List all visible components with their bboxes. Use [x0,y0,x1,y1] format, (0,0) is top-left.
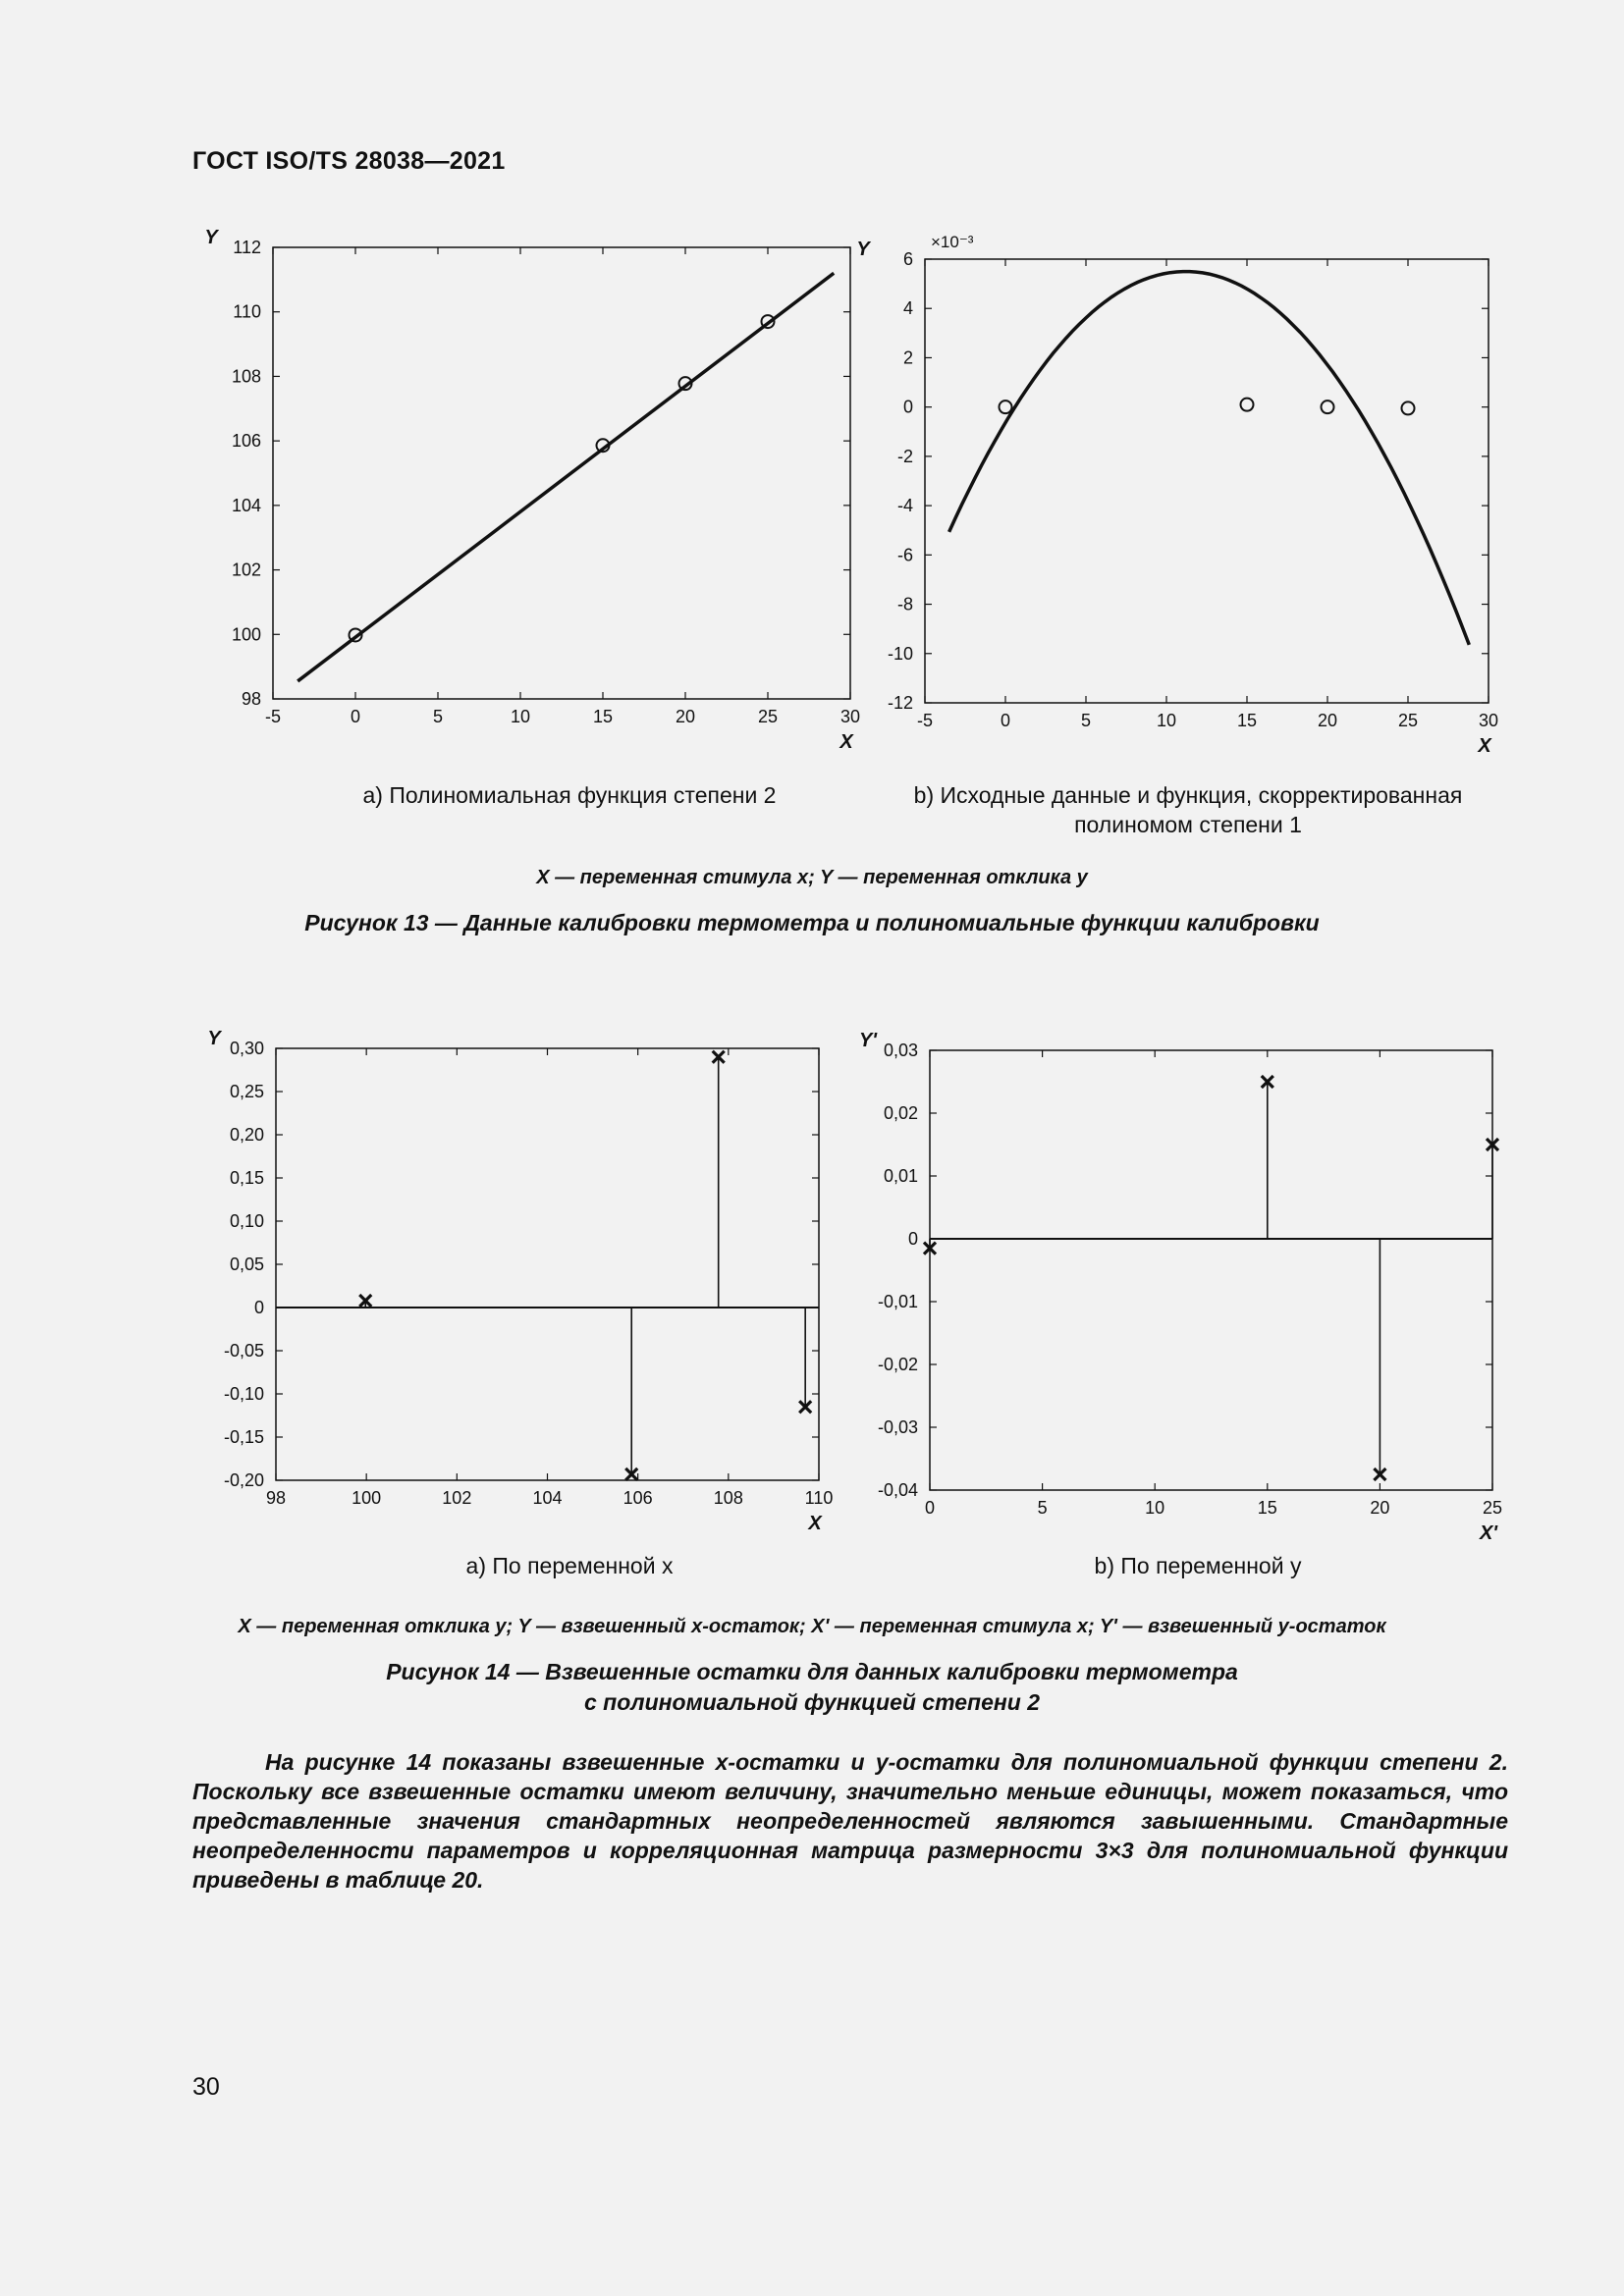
chart-fig13a [192,226,870,775]
y-axis-label: Y [856,239,870,260]
y-tick-label: 2 [902,347,913,368]
y-tick-label: 0,30 [229,1039,264,1058]
y-tick-label: 0,01 [883,1166,918,1186]
fig14-title-line1: Рисунок 14 — Взвешенные остатки для данных калибровки термометра [386,1659,1238,1684]
x-axis-label: X' [1479,1522,1498,1544]
plot-frame [930,1050,1492,1490]
x-tick-label: 5 [432,707,444,726]
x-tick-label: 108 [713,1488,743,1508]
x-tick-label: 25 [757,707,779,726]
y-axis-label: Y [204,227,218,248]
y-tick-label: 0,20 [229,1125,264,1145]
fig14-key: X — переменная отклика y; Y — взвешенный x-остаток; X' — переменная стимула x; Y' — взвешенный y-остаток [238,1616,1386,1637]
x-tick-label: 10 [1145,1498,1165,1518]
x-axis-label: X [808,1513,822,1534]
fit-line [298,273,834,681]
x-tick-label: 25 [1397,711,1419,730]
x-tick-label: 15 [592,707,614,726]
fig14b-caption: b) По переменной y [1094,1553,1302,1578]
y-tick-label: 0 [907,1229,918,1249]
x-tick-label: 106 [623,1488,653,1508]
y-tick-label: -0,05 [223,1341,264,1361]
y-tick-label: -0,20 [223,1470,264,1490]
y-tick-label: 0,10 [229,1211,264,1231]
x-tick-label: 20 [675,707,696,726]
plot-frame [276,1048,819,1480]
fig13-title: Рисунок 13 — Данные калибровки термометра и полиномиальные функции калибровки [304,910,1320,935]
y-tick-label: 100 [231,624,261,645]
y-tick-label: 0,02 [883,1103,918,1123]
data-point [1322,400,1334,413]
y-axis-multiplier: ×10⁻³ [931,233,974,251]
chart-fig14b [844,1021,1522,1590]
y-tick-label: 98 [241,689,261,709]
y-tick-label: -4 [896,496,913,516]
y-tick-label: -0,02 [877,1355,918,1374]
y-tick-label: -0,10 [223,1384,264,1404]
x-axis-label: X [1478,735,1491,757]
body-paragraph: На рисунке 14 показаны взвешенные x-остатки и y-остатки для полиномиальной функции степени 2. Поскольку все взвешенные остатки имеют величину, значительно меньше единицы, может показаться, что представленные значения стандартных неопределенностей являются завышенными. Стандартные неопределенности параметров и корреляционная матрица размерности 3×3 для полиномиальной функции приведены в таблице 20. [192,1749,1508,1893]
x-tick-label: 5 [1037,1498,1048,1518]
fit-curve [949,272,1470,645]
fig13b-caption-line2: полиномом степени 1 [1074,812,1302,837]
y-tick-label: 0,25 [229,1082,264,1101]
plot-frame [925,259,1489,703]
data-point [1241,399,1254,411]
data-point [1000,400,1012,413]
y-tick-label: 0,05 [229,1255,264,1274]
x-tick-label: -5 [264,707,282,726]
y-tick-label: -0,03 [877,1417,918,1437]
x-tick-label: 0 [1000,711,1011,730]
y-tick-label: 0 [902,397,913,417]
y-axis-label: Y' [858,1030,878,1051]
y-tick-label: -10 [887,643,913,664]
x-tick-label: 5 [1080,711,1092,730]
y-axis-label: Y [207,1028,221,1049]
y-tick-label: -0,04 [877,1480,918,1500]
y-tick-label: -12 [887,693,913,713]
document-header: ГОСТ ISO/TS 28038—2021 [192,147,506,175]
fig13b-caption-line1: b) Исходные данные и функция, скорректированная [913,782,1463,808]
y-tick-label: 102 [231,560,261,580]
x-tick-label: 104 [532,1488,563,1508]
y-tick-label: -0,15 [223,1427,264,1447]
fig13a-caption: а) Полиномиальная функция степени 2 [362,782,777,808]
y-tick-label: 0 [253,1298,264,1317]
y-tick-label: 104 [231,495,261,515]
y-tick-label: -2 [896,446,913,466]
fig13b-caption [884,780,1492,839]
x-tick-label: 102 [442,1488,472,1508]
page-number: 30 [192,2073,220,2101]
x-tick-label: -5 [916,711,934,730]
y-tick-label: -6 [896,545,913,565]
x-tick-label: 0 [924,1498,936,1518]
chart-fig13b [844,226,1522,775]
x-tick-label: 15 [1236,711,1258,730]
fig13-key: X — переменная стимула x; Y — переменная отклика y [536,867,1088,888]
x-tick-label: 20 [1370,1498,1390,1518]
y-tick-label: -0,01 [877,1292,918,1311]
fig14a-caption: а) По переменной x [465,1553,674,1578]
y-tick-label: 6 [902,249,913,269]
y-tick-label: 106 [231,431,261,452]
x-tick-label: 110 [804,1488,834,1508]
y-tick-label: 4 [902,298,913,319]
y-tick-label: 112 [233,238,261,257]
fig14-title-line2: с полиномиальной функцией степени 2 [583,1689,1040,1715]
chart-fig14a [192,1021,870,1590]
data-point [1402,401,1415,414]
x-tick-label: 98 [265,1488,287,1508]
x-axis-label: X [839,731,853,753]
y-tick-label: 0,03 [883,1041,918,1060]
y-tick-label: 110 [233,301,261,322]
x-tick-label: 100 [352,1488,382,1508]
x-tick-label: 25 [1482,1498,1503,1518]
x-tick-label: 0 [350,707,361,726]
fig14-title [147,1657,1477,1718]
x-tick-label: 15 [1257,1498,1277,1518]
y-tick-label: 108 [231,366,261,387]
x-tick-label: 30 [1478,711,1499,730]
x-tick-label: 30 [839,707,861,726]
x-tick-label: 20 [1317,711,1338,730]
y-tick-label: 0,15 [229,1168,264,1188]
x-tick-label: 10 [510,707,531,726]
y-tick-label: -8 [896,594,913,614]
x-tick-label: 10 [1156,711,1177,730]
